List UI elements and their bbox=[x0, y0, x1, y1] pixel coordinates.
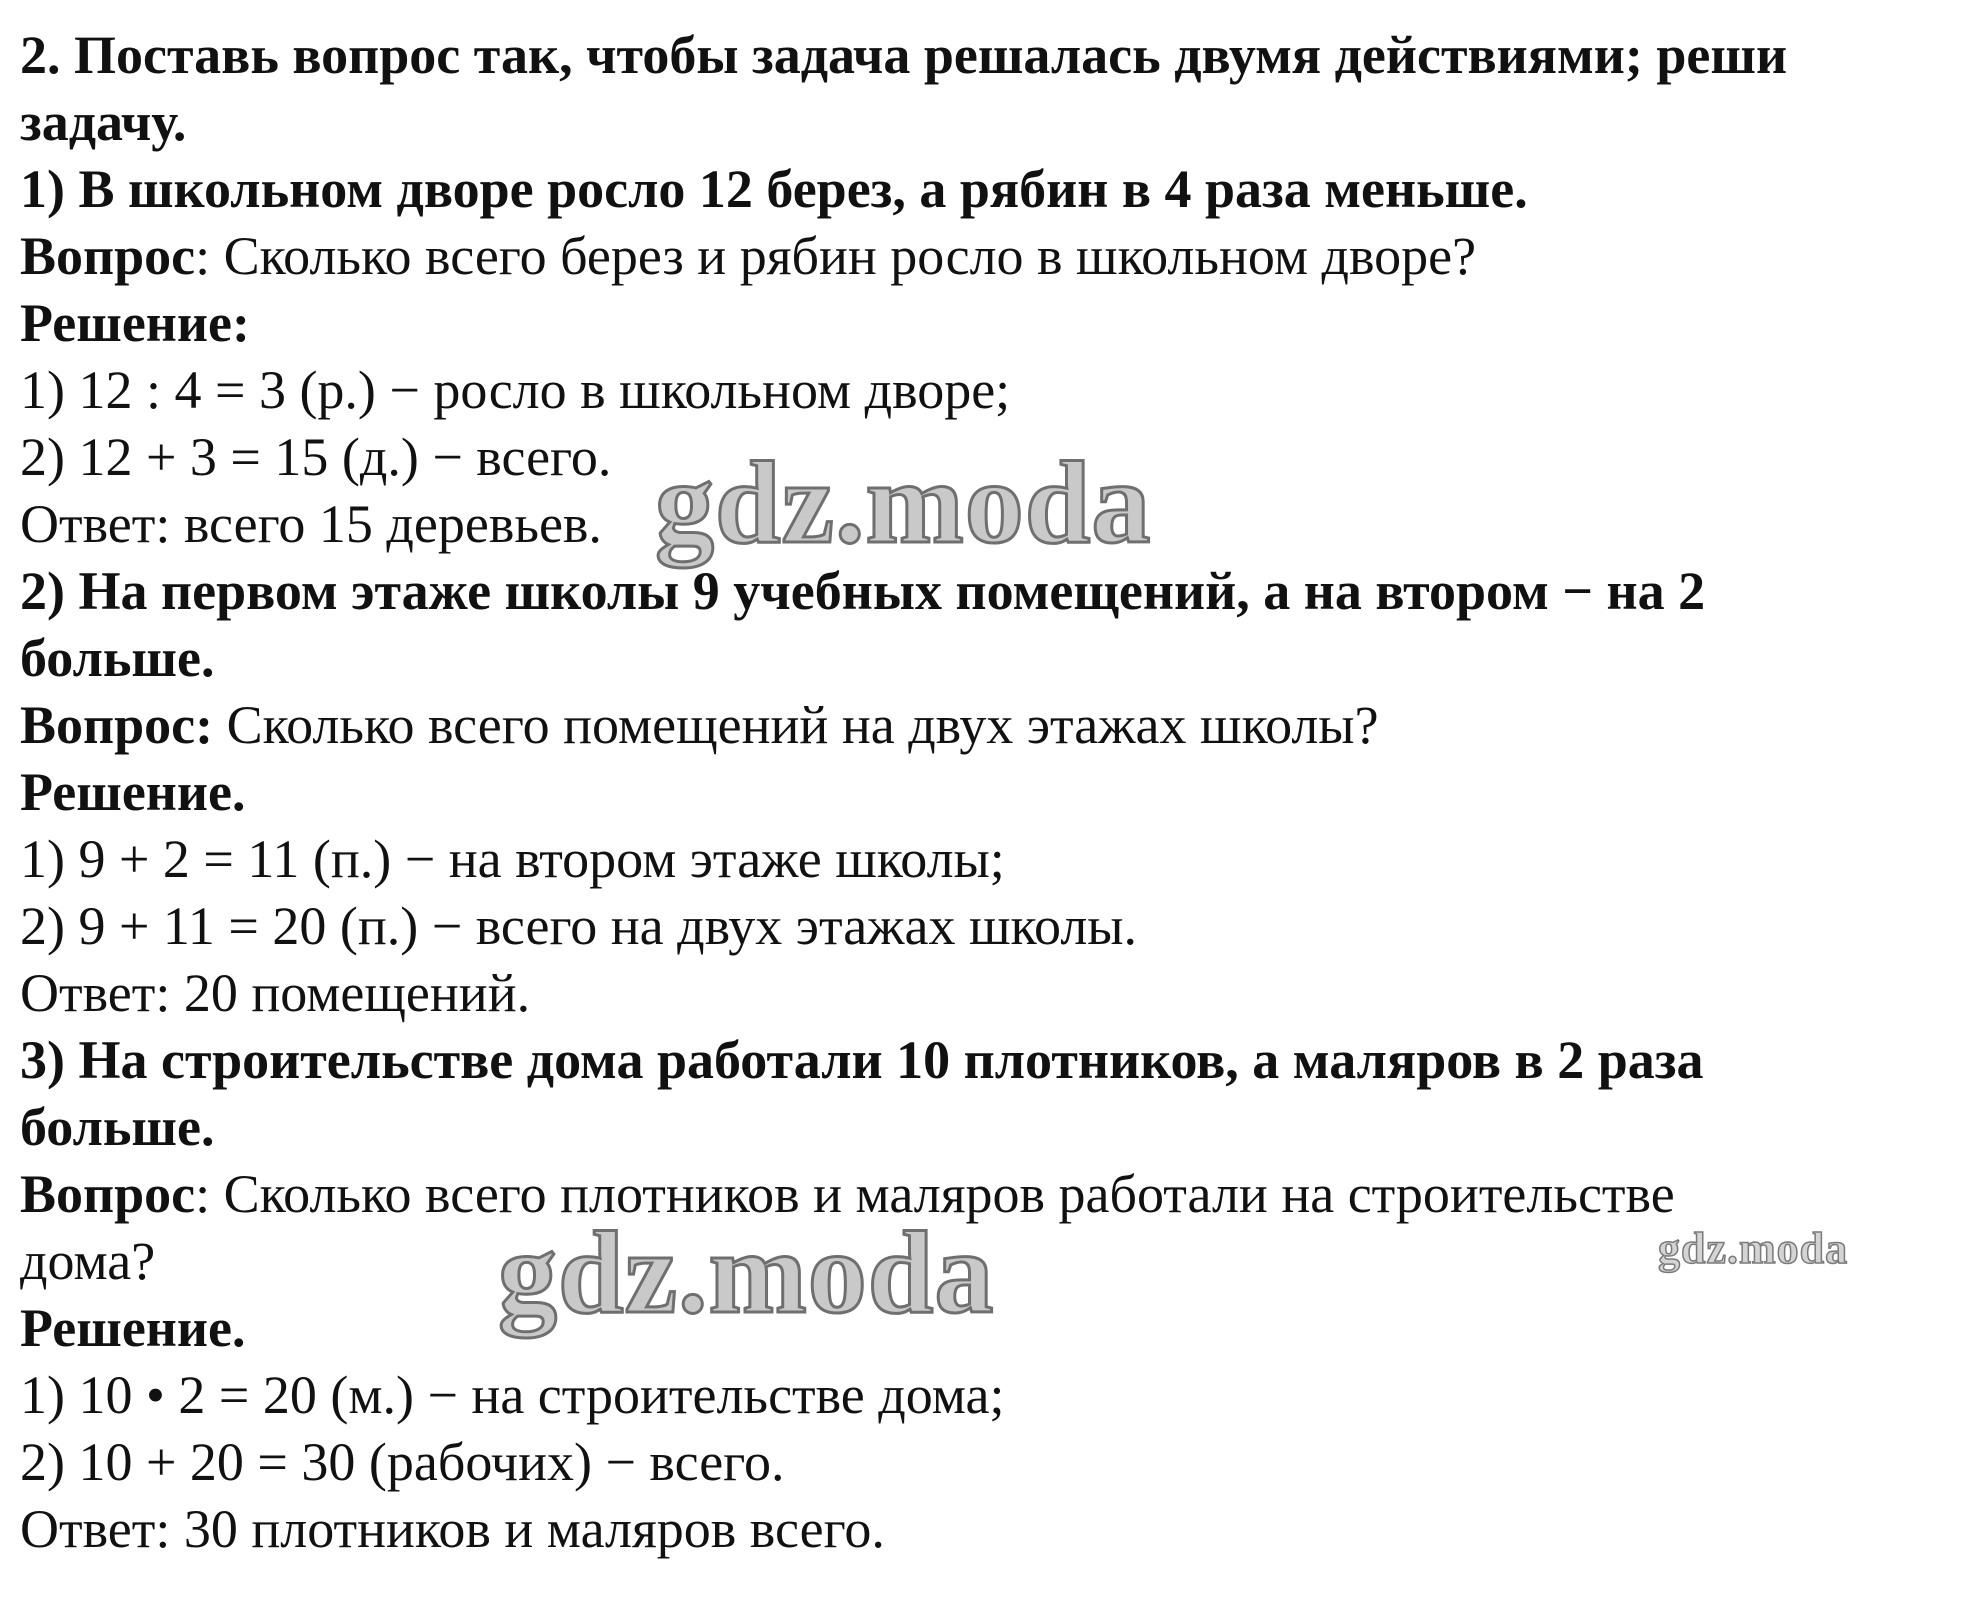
problem-2-step-1: 1) 9 + 2 = 11 (п.) − на втором этаже школы; bbox=[20, 829, 1005, 889]
document-page bbox=[20, 22, 1950, 1563]
task-title-line-1: 2. Поставь вопрос так, чтобы задача решалась двумя действиями; реши bbox=[20, 25, 1788, 85]
question-text: Сколько всего помещений на двух этажах школы? bbox=[226, 695, 1379, 755]
problem-3-question-line-2: дома? bbox=[20, 1231, 156, 1291]
problem-1-solution-label: Решение: bbox=[20, 293, 250, 353]
question-label: Вопрос: bbox=[20, 695, 214, 755]
problem-1-statement: 1) В школьном дворе росло 12 берез, а рябин в 4 раза меньше. bbox=[20, 159, 1528, 219]
problem-2-solution-label: Решение. bbox=[20, 762, 246, 822]
problem-2-answer: Ответ: 20 помещений. bbox=[20, 963, 531, 1023]
problem-3-answer: Ответ: 30 плотников и маляров всего. bbox=[20, 1499, 885, 1559]
problem-2-statement-line-1: 2) На первом этаже школы 9 учебных помещений, а на втором − на 2 bbox=[20, 561, 1706, 621]
problem-3-step-2: 2) 10 + 20 = 30 (рабочих) − всего. bbox=[20, 1432, 785, 1492]
question-text: Сколько всего плотников и маляров работали на строительстве bbox=[223, 1164, 1675, 1224]
problem-1-step-2: 2) 12 + 3 = 15 (д.) − всего. bbox=[20, 427, 612, 487]
question-label: Вопрос bbox=[20, 1164, 196, 1224]
problem-1-answer: Ответ: всего 15 деревьев. bbox=[20, 494, 602, 554]
watermark-large-1: gdz.moda bbox=[655, 437, 1152, 568]
question-separator: : bbox=[195, 226, 224, 286]
problem-3-statement-line-1: 3) На строительстве дома работали 10 плотников, а маляров в 2 раза bbox=[20, 1030, 1704, 1090]
problem-3-solution-label: Решение. bbox=[20, 1298, 246, 1358]
question-separator bbox=[213, 695, 227, 755]
problem-2-question bbox=[20, 692, 1950, 759]
watermark-small: gdz.moda bbox=[1658, 1224, 1849, 1273]
question-separator: : bbox=[195, 1164, 224, 1224]
problem-2-statement-line-2: больше. bbox=[20, 628, 215, 688]
question-label: Вопрос bbox=[20, 226, 196, 286]
task-title-line-2: задачу. bbox=[20, 92, 187, 152]
problem-2-step-2: 2) 9 + 11 = 20 (п.) − всего на двух этажах школы. bbox=[20, 896, 1138, 956]
problem-1-step-1: 1) 12 : 4 = 3 (р.) − росло в школьном дворе; bbox=[20, 360, 1011, 420]
question-text: Сколько всего берез и рябин росло в школьном дворе? bbox=[223, 226, 1477, 286]
problem-3-statement-line-2: больше. bbox=[20, 1097, 215, 1157]
problem-3-step-1: 1) 10 • 2 = 20 (м.) − на строительстве дома; bbox=[20, 1365, 1005, 1425]
watermark-large-2: gdz.moda bbox=[498, 1207, 995, 1338]
problem-3-question-line-1 bbox=[20, 1161, 1950, 1228]
problem-1-question bbox=[20, 223, 1950, 290]
